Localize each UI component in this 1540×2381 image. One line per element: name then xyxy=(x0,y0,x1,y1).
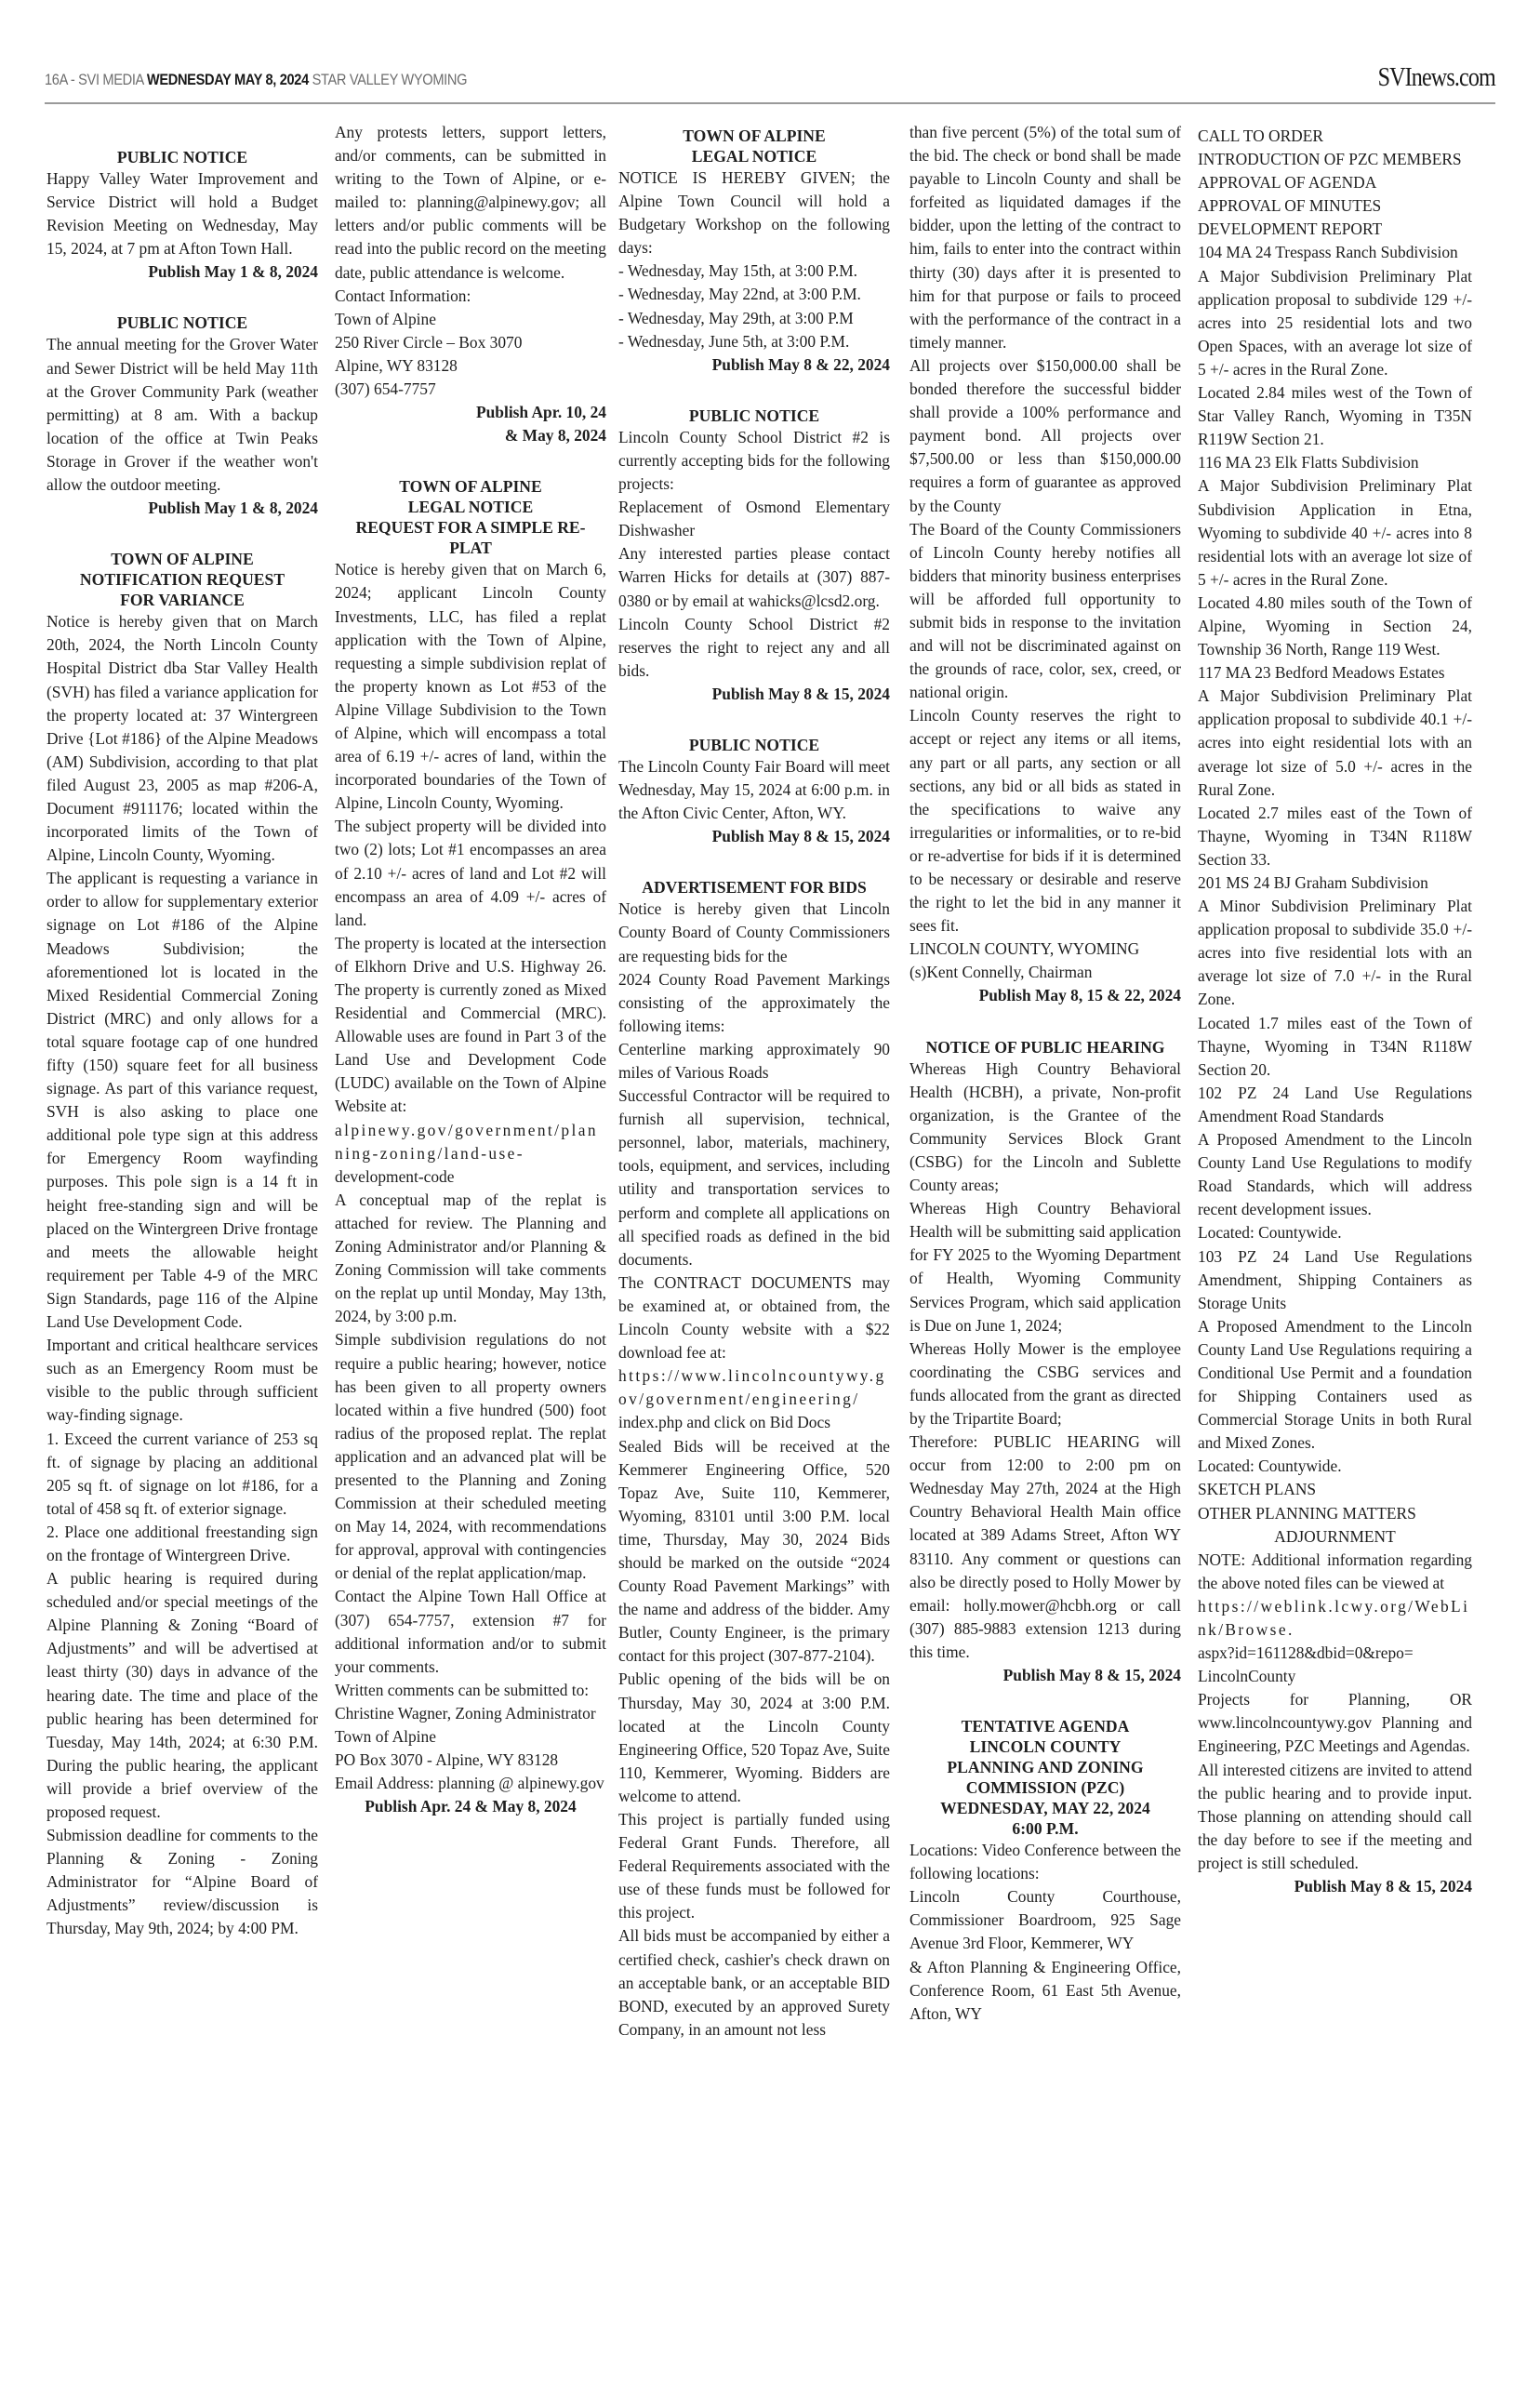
bid-docs-url-end: index.php and click on Bid Docs xyxy=(618,1413,830,1432)
notice-grover-water xyxy=(46,313,318,520)
notice-body: Notice is hereby given that Lincoln County Board of County Commissioners are requesting bids for the xyxy=(618,899,890,965)
notice-pzc-agenda xyxy=(909,1716,1181,2026)
bid-docs-url: https://www.lincolncountywy.gov/government/engineering/ xyxy=(618,1366,886,1409)
notice-heading: TOWN OF ALPINE xyxy=(399,477,542,497)
notice-happy-valley-budget xyxy=(46,147,318,284)
notice-body: Whereas High Country Behavioral Health (HCBH), a private, Non-profit organization, is the Grantee of the Community Services Block Grant (CSBG) for the Lincoln and Sublette County areas; xyxy=(909,1058,1181,1195)
notice-body: All projects over $150,000.00 shall be bonded therefore the successful bidder shall provide a 100% performance and payment bond. All projects over $7,500.00 or less than $150,000.00 requires a form of guarantee as approved by the County xyxy=(909,355,1181,515)
agenda-item: 117 MA 23 Bedford Meadows Estates xyxy=(1198,663,1445,683)
notice-body: The subject property will be divided into two (2) lots; Lot #1 encompasses an area of 2.10 +/- acres of land and Lot #2 will encompass an area of 4.09 +/- acres of land. xyxy=(335,817,606,929)
agenda-note: Projects for Planning, OR www.lincolncountywy.gov Planning and Engineering, PZC Meetings and Agendas. xyxy=(1198,1690,1472,1756)
notice-body: This project is partially funded using Federal Grant Funds. Therefore, all Federal Requirements associated with the use of these funds must be followed for this project. xyxy=(618,1810,890,1922)
issue-date: WEDNESDAY MAY 8, 2024 xyxy=(146,71,309,88)
masthead-info xyxy=(45,71,467,89)
notice-body: The annual meeting for the Grover Water and Sewer District will be held May 11th at the Grover Community Park (weather permitting) at 8 am. With a backup location of the office at Twin Peaks Storage in Grover if the weather won't allow the outdoor meeting. xyxy=(46,335,318,495)
notice-body: Notice is hereby given that on March 6, 2024; applicant Lincoln County Investments, LLC, has filed a replat application with the Town of Alpine, requesting a simple subdivision replat of the property known as Lot #53 of the Alpine Village Subdivision to the Town of Alpine, which will encompass a total area of 6.19 +/- acres of land, within the incorporated boundaries of the Town of Alpine, Lincoln County, Wyoming. xyxy=(335,560,606,813)
agenda-item: 104 MA 24 Trespass Ranch Subdivision xyxy=(1198,243,1458,262)
notice-heading: LEGAL NOTICE xyxy=(691,147,817,166)
signature-org: LINCOLN COUNTY, WYOMING xyxy=(909,939,1140,959)
agenda-item-detail: A Minor Subdivision Preliminary Plat application proposal to subdivide 35.0 +/- acres into five residential lots with an average lot size of 7.0 +/- in the Rural Zone. xyxy=(1198,897,1472,1009)
agenda-item-detail: Located 2.84 miles west of the Town of Star Valley Ranch, Wyoming in T35N R119W Section 21. xyxy=(1198,383,1472,449)
notice-body: The Board of the County Commissioners of Lincoln County hereby notifies all bidders that minority business enterprises will be afforded full opportunity to submit bids in response to the invitation and will not be discriminated against on the grounds of race, color, sex, creed, or national origin. xyxy=(909,519,1181,702)
notice-body: Whereas High Country Behavioral Health will be submitting said application for FY 2025 to the Wyoming Department of Health, Wyoming Community Services Program, which said application is Due on June 1, 2024; xyxy=(909,1199,1181,1335)
notice-heading: LINCOLN COUNTY xyxy=(969,1737,1122,1757)
contact-email: Email Address: planning @ alpinewy.gov xyxy=(335,1774,604,1793)
notice-body: Successful Contractor will be required to furnish all supervision, technical, personnel, labor, materials, machinery, tools, equipment, and services, including utility and transportation services to perform and complete all applications on all specified roads as defined in the bid documents. xyxy=(618,1086,890,1269)
notice-body: The Lincoln County Fair Board will meet Wednesday, May 15, 2024 at 6:00 p.m. in the Afton Civic Center, Afton, WY. xyxy=(618,756,890,823)
notice-heading: COMMISSION (PZC) xyxy=(965,1778,1125,1798)
notice-heading: TOWN OF ALPINE xyxy=(683,126,826,145)
contact-org: Town of Alpine xyxy=(335,1727,436,1746)
contact-city: Alpine, WY 83128 xyxy=(335,355,458,375)
agenda-adjournment: ADJOURNMENT xyxy=(1274,1526,1396,1546)
notice-heading: NOTIFICATION REQUEST xyxy=(79,570,285,590)
agenda-item-detail: Located 1.7 miles east of the Town of Thayne, Wyoming in T34N R118W Section 20. xyxy=(1198,1013,1472,1079)
signature-name: (s)Kent Connelly, Chairman xyxy=(909,963,1093,982)
notice-body: than five percent (5%) of the total sum of the bid. The check or bond shall be made payable to Lincoln County and shall be forfeited as liquidated damages if the bidder, upon the letting of the contract to him, fails to enter into the contract within thirty (30) days after it is presented to him for that purpose or fails to proceed with the performance of the contract in a timely manner. xyxy=(909,123,1181,352)
notice-body: Sealed Bids will be received at the Kemmerer Engineering Office, 520 Topaz Ave, Suite 110, Kemmerer, Wyoming, 83101 until 3:00 P.M. local time, Thursday, May 30, 2024 Bids should be marked on the outside “2024 County Road Pavement Markings” with the name and address of the bidder. Amy Butler, County Engineer, is the primary contact for this project (307-877-2104). xyxy=(618,1436,890,1666)
agenda-item-detail: A Proposed Amendment to the Lincoln County Land Use Regulations to modify Road Standards, which will address recent development issues. xyxy=(1198,1130,1472,1219)
agenda-item: INTRODUCTION OF PZC MEMBERS xyxy=(1198,150,1462,169)
agenda-item-detail: Located: Countywide. xyxy=(1198,1457,1342,1476)
notice-alpine-variance xyxy=(46,549,318,1940)
agenda-item-detail: A Proposed Amendment to the Lincoln County Land Use Regulations requiring a Conditional Use Permit and a foundation for Shipping Containers used as Commercial Storage Units in both Rural and Mixed Zones. xyxy=(1198,1316,1472,1453)
agenda-item: CALL TO ORDER xyxy=(1198,126,1323,145)
agenda-note: All interested citizens are invited to attend the public hearing and to provide input. Those planning on attending should call the day before to see if the meeting and project is still scheduled. xyxy=(1198,1760,1472,1872)
notice-heading: LEGAL NOTICE xyxy=(407,498,534,517)
notice-public-hearing-hcbh xyxy=(909,1037,1181,1688)
notice-body: Contact the Alpine Town Hall Office at (307) 654-7757, extension #7 for additional information and/or to submit your comments. xyxy=(335,1587,606,1676)
agenda-item-detail: A Major Subdivision Preliminary Plat Subdivision Application in Etna, Wyoming to subdivide 40 +/- acres into 8 residential lots with an average lot size of 5 +/- acres in the Rural Zone. xyxy=(1198,476,1472,589)
page-masthead xyxy=(45,61,1495,104)
notice-heading: REQUEST FOR A SIMPLE RE- xyxy=(355,518,586,538)
notice-body: Lincoln County reserves the right to accept or reject any items or all items, any part or all parts, any section or all sections, any bid or all bids as stated in the specifications to waive any irregularities or informalities, or to re-bid or re-advertise for bids if it is determined to be necessary or desirable and reserve the right to let the bid in any manner it sees fit. xyxy=(909,706,1181,936)
contact-name: Town of Alpine xyxy=(335,309,436,328)
notice-alpine-budget-workshop xyxy=(618,126,890,377)
notice-body: Replacement of Osmond Elementary Dishwasher xyxy=(618,498,890,540)
notice-body: Lincoln County School District #2 is currently accepting bids for the following projects: xyxy=(618,427,890,494)
agenda-item-detail: A Major Subdivision Preliminary Plat application proposal to subdivide 40.1 +/- acres into eight residential lots with an average lot size of 5.0 +/- acres in the Rural Zone. xyxy=(1198,686,1472,799)
notice-heading: TENTATIVE AGENDA xyxy=(961,1717,1130,1736)
notice-body: Submission deadline for comments to the Planning & Zoning - Zoning Administrator for “Alpine Board of Adjustments” review/discussion is Thursday, May 9th, 2024; by 4:00 PM. xyxy=(46,1826,318,1938)
publish-dates: Publish May 8 & 15, 2024 xyxy=(1294,1877,1472,1896)
publish-dates: & May 8, 2024 xyxy=(504,426,606,446)
notice-body: The property is located at the intersection of Elkhorn Drive and U.S. Highway 26. The property is currently zoned as Mixed Residential and Commercial (MRC). Allowable uses are found in Part 3 of the Land Use and Development Code (LUDC) available on the Town of Alpine Website at: xyxy=(335,933,606,1116)
agenda-item: APPROVAL OF MINUTES xyxy=(1198,196,1382,216)
workshop-date: - Wednesday, May 22nd, at 3:00 P.M. xyxy=(618,285,861,304)
notice-pzc-agenda-continued xyxy=(1198,125,1472,1898)
notice-heading: ADVERTISEMENT FOR BIDS xyxy=(642,878,867,898)
agenda-item-detail: Located: Countywide. xyxy=(1198,1223,1342,1243)
notice-heading: NOTICE OF PUBLIC HEARING xyxy=(925,1037,1165,1057)
agenda-item: 116 MA 23 Elk Flatts Subdivision xyxy=(1198,453,1419,472)
notice-heading: WEDNESDAY, MAY 22, 2024 xyxy=(940,1799,1150,1818)
agenda-item: SKETCH PLANS xyxy=(1198,1480,1317,1499)
agenda-item: 102 PZ 24 Land Use Regulations Amendment Road Standards xyxy=(1198,1083,1472,1125)
publish-dates: Publish May 8 & 15, 2024 xyxy=(711,684,890,703)
notice-body: Lincoln County School District #2 reserves the right to reject any and all bids. xyxy=(618,614,890,680)
workshop-date: - Wednesday, May 15th, at 3:00 P.M. xyxy=(618,261,858,281)
notice-heading: 6:00 P.M. xyxy=(1012,1819,1079,1839)
weblink-url: https://weblink.lcwy.org/WebLink/Browse. xyxy=(1198,1596,1470,1639)
notice-body: NOTICE IS HEREBY GIVEN; the Alpine Town Council will hold a Budgetary Workshop on the following days: xyxy=(618,168,890,258)
notice-advertisement-for-bids-continued xyxy=(909,121,1181,1008)
notice-heading: PUBLIC NOTICE xyxy=(688,406,820,425)
notice-heading: PLANNING AND ZONING xyxy=(947,1758,1144,1777)
publish-dates: Publish May 1 & 8, 2024 xyxy=(148,262,318,282)
notice-body: 1. Exceed the current variance of 253 sq ft. of signage by placing an additional 205 sq ft. of signage on lot #186, for a total of 458 sq ft. of exterior signage. xyxy=(46,1429,318,1518)
notice-body: The applicant is requesting a variance in order to allow for supplementary exterior signage on Lot #186 of the Alpine Meadows Subdivision; the aforementioned lot is located in the Mixed Residential Commercial Zoning District (MRC) and only allows for a total square footage cap of one hundred fifty (150) square feet for all business signage. As part of this variance request, SVH is also asking to place one additional pole type sign at this address for Emergency Room wayfinding purposes. This pole sign is a 14 ft in height free-standing sign and will be placed on the Wintergreen Drive frontage and meets the allowable height requirement per Table 4-9 of the MRC Sign Standards, page 116 of the Alpine Land Use Development Code. xyxy=(46,869,318,1332)
notice-body: The CONTRACT DOCUMENTS may be examined at, or obtained from, the Lincoln County website with a $22 download fee at: xyxy=(618,1272,890,1363)
agenda-item-detail: Located 2.7 miles east of the Town of Thayne, Wyoming in T34N R118W Section 33. xyxy=(1198,803,1472,869)
notice-body: Written comments can be submitted to: xyxy=(335,1680,590,1699)
contact-address: 250 River Circle – Box 3070 xyxy=(335,332,523,352)
ludc-url-end: development-code xyxy=(335,1166,455,1186)
notice-body: Centerline marking approximately 90 miles of Various Roads xyxy=(618,1039,890,1082)
agenda-item-detail: Located 4.80 miles south of the Town of Alpine, Wyoming in Section 24, Township 36 North, Range 119 West. xyxy=(1198,592,1472,659)
notice-body: Any interested parties please contact Warren Hicks for details at (307) 887-0380 or by email at wahicks@lcsd2.org. xyxy=(618,544,890,610)
agenda-item: APPROVAL OF AGENDA xyxy=(1198,173,1377,193)
notice-body: Lincoln County Courthouse, Commissioner Boardroom, 925 Sage Avenue 3rd Floor, Kemmerer, WY xyxy=(909,1887,1181,1953)
agenda-item: 201 MS 24 BJ Graham Subdivision xyxy=(1198,873,1428,892)
notice-body: Notice is hereby given that on March 20th, 2024, the North Lincoln County Hospital District dba Star Valley Health (SVH) has filed a variance application for the property located at: 37 Wintergreen Drive {Lot #186} of the Alpine Meadows (AM) Subdivision, according to that plat filed August 23, 2005 as map #206-A, Document #911176; located within the incorporated limits of the Town of Alpine, Lincoln County, Wyoming. xyxy=(46,612,318,865)
publish-dates: Publish Apr. 24 & May 8, 2024 xyxy=(365,1797,577,1816)
column-3 xyxy=(618,126,890,2070)
weblink-url-repo: LincolnCounty xyxy=(1198,1667,1296,1686)
publish-dates: Publish May 8 & 15, 2024 xyxy=(711,827,890,846)
notice-body: Simple subdivision regulations do not require a public hearing; however, notice has been given to all property owners located within a five hundred (500) foot radius of the proposed replat. The replat application and an advanced plat will be presented to the Planning and Zoning Commission at their scheduled meeting on May 14, 2024, with recommendations for approval, approval with contingencies or denial of the replat application/map. xyxy=(335,1330,606,1583)
notice-heading: TOWN OF ALPINE xyxy=(111,550,254,569)
notice-body: Locations: Video Conference between the following locations: xyxy=(909,1841,1181,1883)
workshop-date: - Wednesday, May 29th, at 3:00 P.M xyxy=(618,308,854,327)
notice-body: & Afton Planning & Engineering Office, Conference Room, 61 East 5th Avenue, Afton, WY xyxy=(909,1957,1181,2023)
contact-label: Contact Information: xyxy=(335,286,471,305)
ludc-url: alpinewy.gov/government/planning-zoning/land-use- xyxy=(335,1120,598,1163)
notice-body: Whereas Holly Mower is the employee coordinating the CSBG services and funds allocated from the grant as directed by the Tripartite Board; xyxy=(909,1338,1181,1428)
agenda-item: DEVELOPMENT REPORT xyxy=(1198,219,1383,239)
notice-body: Important and critical healthcare services such as an Emergency Room must be visible to the public through sufficient way-finding signage. xyxy=(46,1336,318,1425)
notice-alpine-variance-continued xyxy=(335,121,606,447)
publish-dates: Publish May 8 & 15, 2024 xyxy=(1002,1666,1181,1684)
notice-body: Public opening of the bids will be on Thursday, May 30, 2024 at 3:00 P.M. located at the Lincoln County Engineering Office, 520 Topaz Ave, Suite 110, Kemmerer, Wyoming. Bidders are welcome to attend. xyxy=(618,1669,890,1805)
page-label: 16A - SVI MEDIA xyxy=(45,71,144,88)
publish-dates: Publish Apr. 10, 24 xyxy=(476,403,606,422)
notice-advertisement-for-bids xyxy=(618,877,890,2042)
contact-address: PO Box 3070 - Alpine, WY 83128 xyxy=(335,1750,559,1770)
notice-body: 2. Place one additional freestanding sign on the frontage of Wintergreen Drive. xyxy=(46,1522,318,1564)
notice-body: Any protests letters, support letters, and/or comments, can be submitted in writing to the Town of Alpine, or e-mailed to: planning@alpinewy.gov; all letters and/or public comments will be read into the public record on the meeting date, public attendance is welcome. xyxy=(335,123,606,282)
agenda-item: OTHER PLANNING MATTERS xyxy=(1198,1503,1416,1523)
notice-school-district-bids xyxy=(618,406,890,706)
notice-body: A public hearing is required during scheduled and/or special meetings of the Alpine Planning & Zoning “Board of Adjustments” and will be advertised at least thirty (30) days in advance of the hearing date. The time and place of the public hearing has been determined for Tuesday, May 14th, 2024; at 6:30 P.M. During the public hearing, the applicant will provide a brief overview of the proposed request. xyxy=(46,1569,318,1821)
site-name: SVInews.com xyxy=(1377,63,1495,92)
notice-heading: PUBLIC NOTICE xyxy=(688,735,820,754)
agenda-note: NOTE: Additional information regarding the above noted files can be viewed at xyxy=(1198,1550,1472,1592)
notice-body: All bids must be accompanied by either a certified check, cashier's check drawn on an acceptable bank, or an acceptable BID BOND, executed by an approved Surety Company, in an amount not less xyxy=(618,1926,890,2039)
column-1 xyxy=(46,147,318,1970)
column-4 xyxy=(909,121,1181,2055)
notice-fair-board xyxy=(618,735,890,848)
notice-alpine-replat xyxy=(335,476,606,1818)
publish-dates: Publish May 8, 15 & 22, 2024 xyxy=(978,986,1181,1005)
column-5 xyxy=(1198,125,1472,1927)
notice-heading: PUBLIC NOTICE xyxy=(116,313,248,333)
contact-person: Christine Wagner, Zoning Administrator xyxy=(335,1703,596,1723)
weblink-url-end: aspx?id=161128&dbid=0&repo= xyxy=(1198,1643,1414,1663)
workshop-date: - Wednesday, June 5th, at 3:00 P.M. xyxy=(618,331,850,351)
column-2 xyxy=(335,121,606,1847)
notice-heading: FOR VARIANCE xyxy=(120,591,245,610)
notice-heading: PLAT xyxy=(449,539,492,558)
notice-body: Happy Valley Water Improvement and Service District will hold a Budget Revision Meeting on Wednesday, May 15, 2024, at 7 pm at Afton Town Hall. xyxy=(46,169,318,259)
notice-heading: PUBLIC NOTICE xyxy=(116,148,248,166)
agenda-item: 103 PZ 24 Land Use Regulations Amendment, Shipping Containers as Storage Units xyxy=(1198,1246,1472,1312)
notice-body: Therefore: PUBLIC HEARING will occur from 12:00 to 2:00 pm on Wednesday May 27th, 2024 at the High Country Behavioral Health Main office located at 389 Adams Street, Afton WY 83110. Any comment or questions can also be directly posed to Holly Mower by email: holly.mower@hcbh.org or call (307) 885-9883 extension 1213 during this time. xyxy=(909,1432,1181,1661)
notice-body: A conceptual map of the replat is attached for review. The Planning and Zoning Administrator and/or Planning & Zoning Commission will take comments on the replat up until Monday, May 13th, 2024, by 3:00 p.m. xyxy=(335,1190,606,1326)
notice-body: 2024 County Road Pavement Markings consisting of the approximately the following items: xyxy=(618,969,890,1035)
publish-dates: Publish May 8 & 22, 2024 xyxy=(711,354,890,374)
publish-dates: Publish May 1 & 8, 2024 xyxy=(148,499,318,518)
agenda-item-detail: A Major Subdivision Preliminary Plat application proposal to subdivide 129 +/- acres into 25 residential lots and two Open Spaces, with an average lot size of 5 +/- acres in the Rural Zone. xyxy=(1198,266,1472,379)
contact-phone: (307) 654-7757 xyxy=(335,379,436,399)
publication-location: STAR VALLEY WYOMING xyxy=(312,71,468,88)
